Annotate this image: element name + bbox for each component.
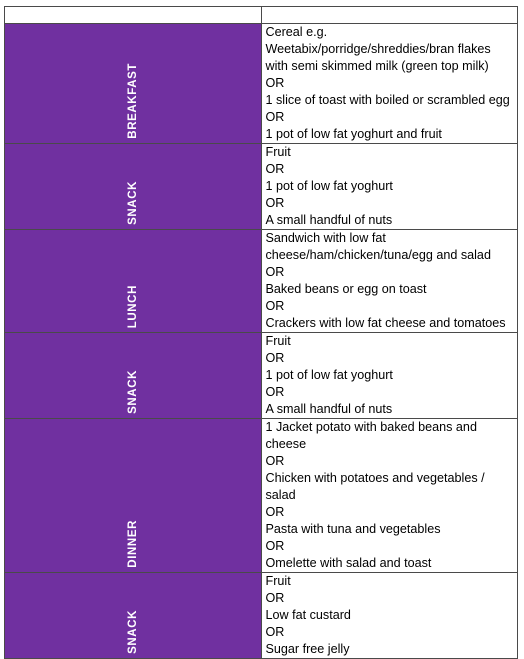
meal-option-line: 1 Jacket potato with baked beans and cheese	[265, 420, 477, 451]
meal-row-snack	[5, 144, 518, 230]
meal-plan-table	[4, 6, 518, 659]
meal-options	[261, 24, 518, 144]
meal-label: SNACK	[126, 181, 139, 225]
meal-label-cell	[5, 24, 262, 144]
meal-options	[261, 333, 518, 419]
meal-options	[261, 144, 518, 230]
meal-option-line: Fruit	[265, 145, 291, 159]
meal-label-cell	[5, 333, 262, 419]
meal-option-line: 1 pot of low fat yoghurt and fruit	[265, 127, 442, 141]
meal-options	[261, 230, 518, 333]
meal-option-line: Sandwich with low fat cheese/ham/chicken/tuna/egg and salad	[265, 231, 491, 262]
meal-option-or: OR	[265, 385, 285, 399]
meal-label-cell	[5, 230, 262, 333]
meal-option-or: OR	[265, 76, 285, 90]
meal-option-line: A small handful of nuts	[265, 213, 393, 227]
meal-row-lunch	[5, 230, 518, 333]
meal-option-line: Pasta with tuna and vegetables	[265, 522, 441, 536]
meal-option-line: Cereal e.g. Weetabix/porridge/shreddies/bran flakes with semi skimmed milk (green top milk)	[265, 25, 491, 73]
meal-option-line: Fruit	[265, 574, 291, 588]
meal-option-line: Omelette with salad and toast	[265, 556, 432, 570]
meal-option-or: OR	[265, 299, 285, 313]
meal-label-cell	[5, 419, 262, 573]
meal-option-or: OR	[265, 110, 285, 124]
table-header-row	[5, 7, 518, 24]
meal-option-line: 1 slice of toast with boiled or scrambled egg	[265, 93, 510, 107]
meal-option-line: A small handful of nuts	[265, 402, 393, 416]
meal-option-line: 1 pot of low fat yoghurt	[265, 368, 393, 382]
meal-options	[261, 419, 518, 573]
meal-option-or: OR	[265, 625, 285, 639]
meal-option-line: Baked beans or egg on toast	[265, 282, 427, 296]
meal-option-line: Low fat custard	[265, 608, 351, 622]
meal-row-breakfast	[5, 24, 518, 144]
meal-label: BREAKFAST	[126, 63, 139, 139]
meal-option-line: Fruit	[265, 334, 291, 348]
meal-option-or: OR	[265, 162, 285, 176]
meal-option-or: OR	[265, 196, 285, 210]
meal-row-snack	[5, 333, 518, 419]
meal-label-cell	[5, 144, 262, 230]
meal-option-line: 1 pot of low fat yoghurt	[265, 179, 393, 193]
meal-option-line: Sugar free jelly	[265, 642, 350, 656]
header-blank-cell	[261, 7, 518, 24]
meal-option-or: OR	[265, 351, 285, 365]
meal-label: SNACK	[126, 610, 139, 654]
meal-row-dinner	[5, 419, 518, 573]
meal-label: LUNCH	[126, 284, 139, 328]
meal-option-or: OR	[265, 591, 285, 605]
meal-option-or: OR	[265, 505, 285, 519]
meal-option-line: Crackers with low fat cheese and tomatoes	[265, 316, 506, 330]
meal-row-snack	[5, 573, 518, 659]
meal-option-or: OR	[265, 265, 285, 279]
meal-label-cell	[5, 573, 262, 659]
meal-option-or: OR	[265, 454, 285, 468]
meal-option-or: OR	[265, 539, 285, 553]
meal-label: SNACK	[126, 370, 139, 414]
header-blank-cell	[5, 7, 262, 24]
meal-option-line: Chicken with potatoes and vegetables / salad	[265, 471, 485, 502]
meal-label: DINNER	[126, 520, 139, 568]
meal-options	[261, 573, 518, 659]
